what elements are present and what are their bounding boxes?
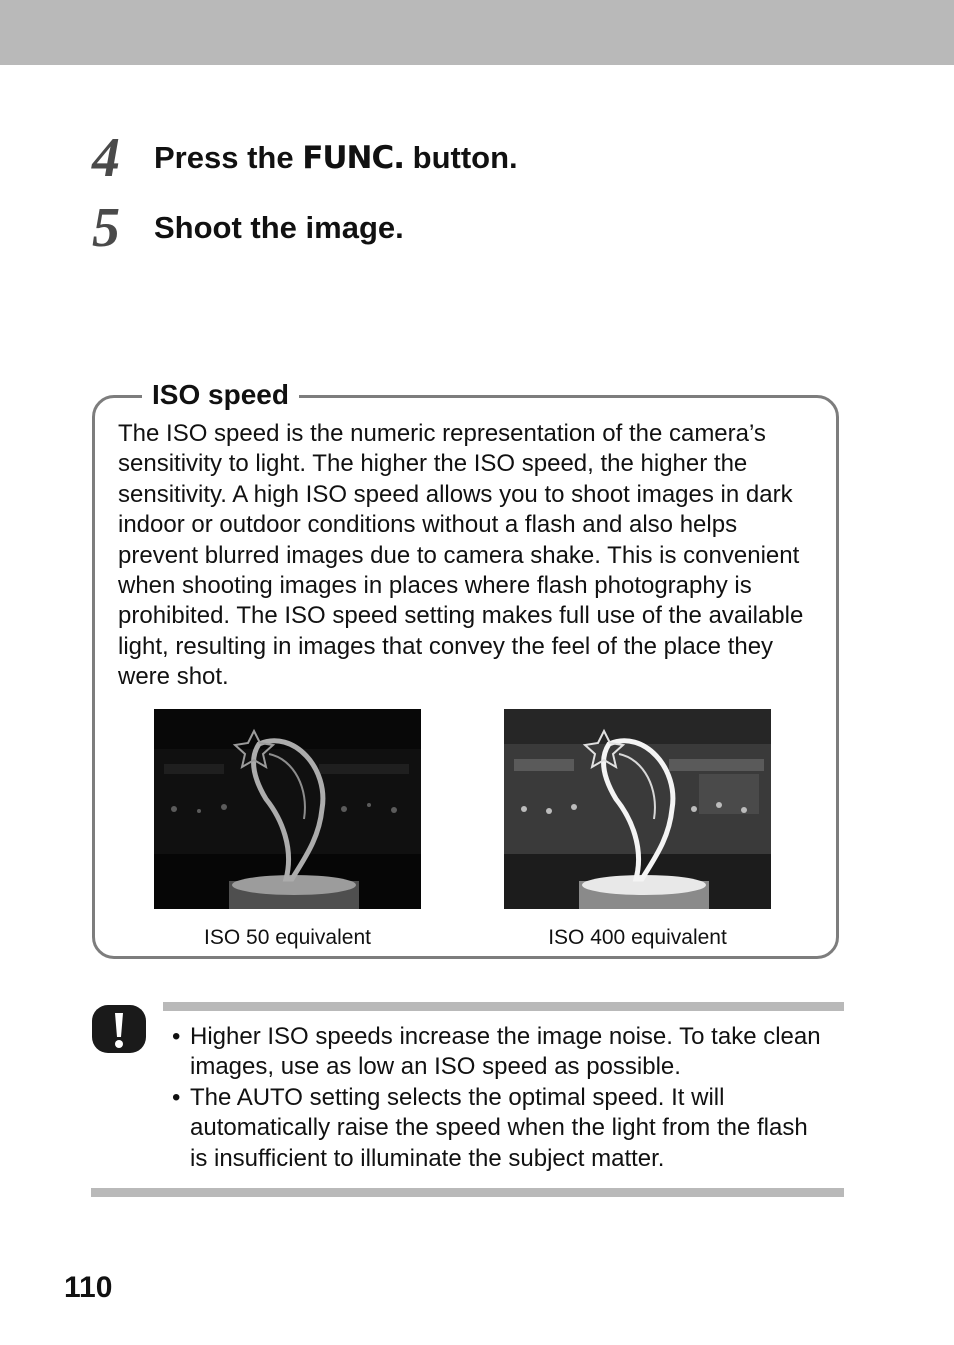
list-item [170,1022,830,1083]
dolphin-sculpture-image [504,709,771,909]
caution-notes [170,1022,830,1174]
step-number: 5 [92,197,120,259]
step-instruction: Shoot the image. [154,210,404,245]
iso-50-photo [154,709,421,909]
step-instruction [154,138,518,178]
iso-speed-description: The ISO speed is the numeric representation of the camera’s sensitivity to light. The higher the ISO speed, the higher the sensitivity. A high ISO speed allows you to shoot images in dark indoor or outdoor conditions without a flash and also helps prevent blurred images due to camera shake. This is convenient when shooting images in places where flash photography is prohibited. The ISO speed setting makes full use of the available light, resulting in images that convey the feel of the place they were shot. [118,420,804,691]
note-text: The AUTO setting selects the optimal speed. It will automatically raise the speed when the light from the flash is insufficient to illuminate the subject matter. [190,1083,808,1172]
iso-400-caption: ISO 400 equivalent [548,926,727,949]
bullet: • [172,1083,181,1111]
header-band [0,0,954,65]
list-item [170,1083,830,1174]
iso-speed-title: ISO speed [142,378,299,412]
caution-bottom-rule [91,1188,844,1197]
step-text-before: Press the [154,140,303,175]
bullet: • [172,1023,181,1050]
step-number: 4 [92,127,120,189]
dolphin-sculpture-image [154,709,421,909]
caution-exclamation-icon [90,1003,148,1055]
iso-400-photo [504,709,771,909]
page-number: 110 [64,1271,113,1304]
note-text: Higher ISO speeds increase the image noise. To take clean images, use as low an ISO speed as possible. [190,1023,821,1081]
func-button-word: FUNC. [302,140,405,176]
caution-top-rule [163,1002,844,1011]
step-text-after: button. [404,140,518,175]
iso-50-caption: ISO 50 equivalent [204,926,371,949]
